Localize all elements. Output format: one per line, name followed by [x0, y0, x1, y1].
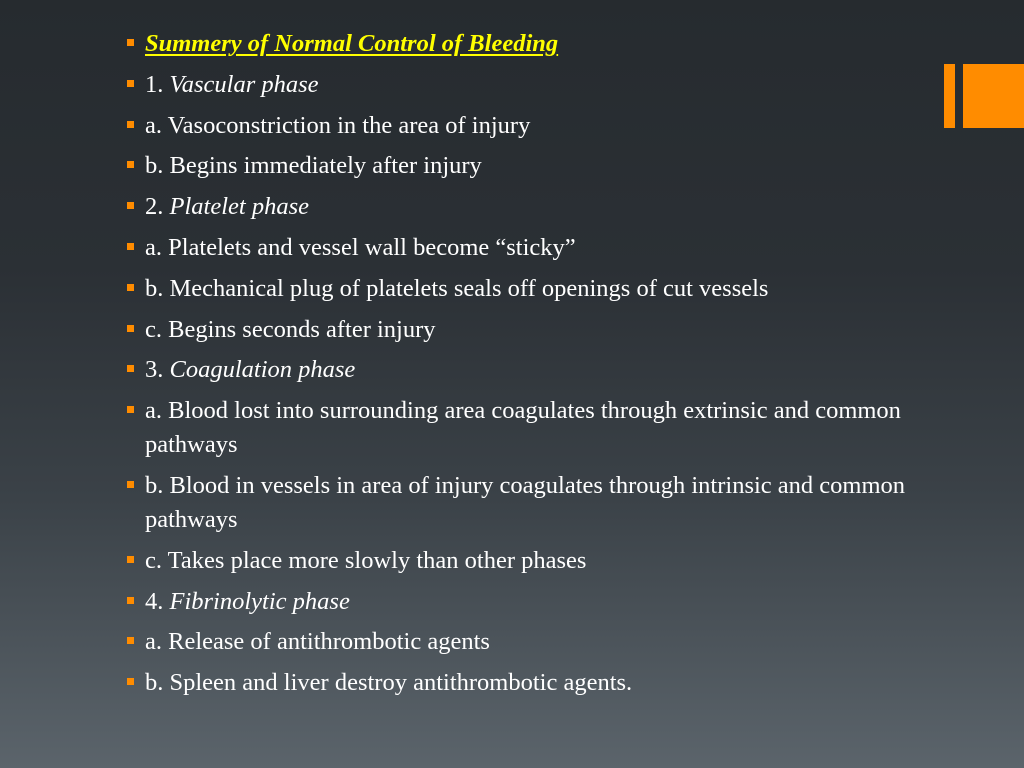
list-item: [124, 272, 924, 306]
square-bullet-icon: [127, 80, 134, 87]
square-bullet-icon: [127, 202, 134, 209]
item-prefix: 2.: [145, 193, 170, 221]
phase-name: Vascular phase: [169, 70, 319, 98]
list-item: [124, 625, 924, 659]
item-text: b. Blood in vessels in area of injury coagulates through intrinsic and common pathways: [145, 471, 906, 533]
list-item: [124, 469, 924, 537]
item-prefix: 3.: [145, 356, 170, 384]
list-item-title: [124, 27, 924, 61]
square-bullet-icon: [127, 481, 134, 488]
list-item: [124, 109, 924, 143]
item-text: c. Begins seconds after injury: [145, 315, 436, 343]
list-item: [124, 394, 924, 462]
item-text: a. Release of antithrombotic agents: [145, 628, 490, 656]
list-item: [124, 190, 924, 224]
list-item: [124, 149, 924, 183]
list-item: [124, 68, 924, 102]
phase-name: Platelet phase: [169, 193, 309, 221]
square-bullet-icon: [127, 637, 134, 644]
list-item: [124, 666, 924, 700]
item-prefix: 1.: [145, 70, 170, 98]
square-bullet-icon: [127, 121, 134, 128]
item-text: c. Takes place more slowly than other phases: [145, 546, 587, 574]
accent-bar-block: [963, 64, 1024, 128]
phase-name: Fibrinolytic phase: [169, 587, 350, 615]
phase-name: Coagulation phase: [169, 356, 356, 384]
item-text: b. Begins immediately after injury: [145, 152, 482, 180]
item-text: a. Blood lost into surrounding area coagulates through extrinsic and common pathways: [145, 397, 901, 459]
square-bullet-icon: [127, 678, 134, 685]
item-text: b. Spleen and liver destroy antithrombotic agents.: [145, 669, 633, 697]
list-item: [124, 353, 924, 387]
list-item: [124, 313, 924, 347]
item-text: a. Vasoconstriction in the area of injury: [145, 111, 531, 139]
square-bullet-icon: [127, 39, 134, 46]
list-item: [124, 231, 924, 265]
item-text: a. Platelets and vessel wall become “sticky”: [145, 233, 576, 261]
bullet-list: [124, 27, 924, 707]
item-text: b. Mechanical plug of platelets seals off openings of cut vessels: [145, 274, 769, 302]
square-bullet-icon: [127, 597, 134, 604]
item-prefix: 4.: [145, 587, 170, 615]
square-bullet-icon: [127, 243, 134, 250]
square-bullet-icon: [127, 325, 134, 332]
square-bullet-icon: [127, 556, 134, 563]
accent-bar-thin: [944, 64, 955, 128]
list-item: [124, 544, 924, 578]
square-bullet-icon: [127, 406, 134, 413]
square-bullet-icon: [127, 284, 134, 291]
list-item: [124, 585, 924, 619]
square-bullet-icon: [127, 161, 134, 168]
square-bullet-icon: [127, 365, 134, 372]
slide-title: Summery of Normal Control of Bleeding: [145, 30, 559, 57]
